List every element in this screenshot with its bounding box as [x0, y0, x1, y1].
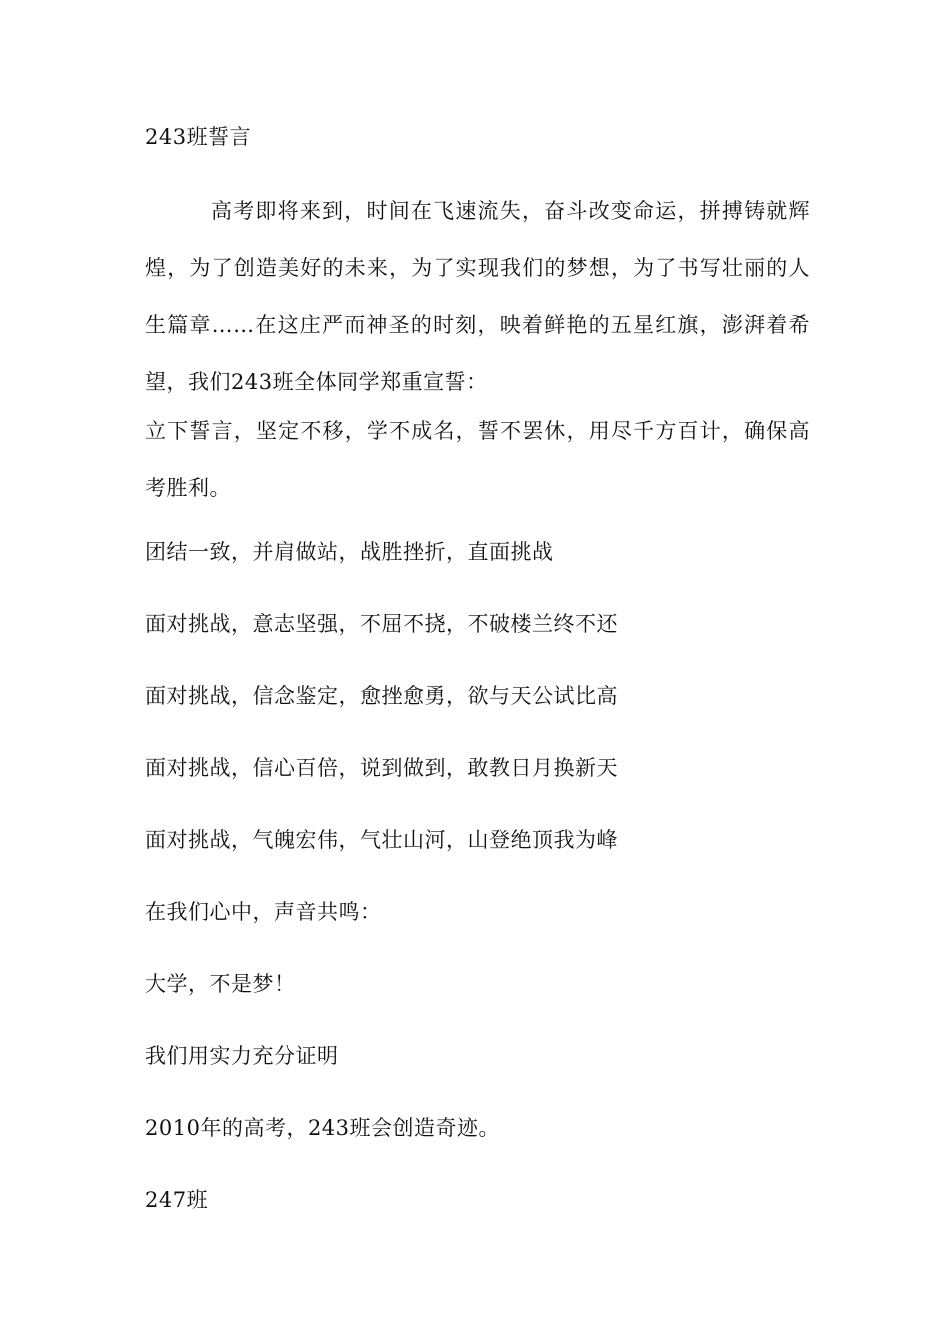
class-signature: 247班 — [145, 1188, 209, 1212]
oath-line: 面对挑战，信心百倍，说到做到，敢教日月换新天 — [145, 756, 618, 780]
oath-line: 我们用实力充分证明 — [145, 1044, 339, 1068]
oath-line: 面对挑战，气魄宏伟，气壮山河，山登绝顶我为峰 — [145, 828, 618, 852]
pledge-paragraph: 立下誓言，坚定不移，学不成名，誓不罢休，用尽千方百计，确保高考胜利。 — [145, 419, 810, 500]
oath-line: 面对挑战，意志坚强，不屈不挠，不破楼兰终不还 — [145, 612, 618, 636]
oath-line: 团结一致，并肩做站，战胜挫折，直面挑战 — [145, 540, 554, 564]
oath-line: 在我们心中，声音共鸣： — [145, 900, 382, 924]
oath-line: 面对挑战，信念鉴定，愈挫愈勇，欲与天公试比高 — [145, 684, 618, 708]
oath-line: 2010年的高考，243班会创造奇迹。 — [145, 1116, 501, 1140]
oath-line: 大学，不是梦！ — [145, 972, 296, 996]
intro-paragraph: 高考即将来到，时间在飞速流失，奋斗改变命运，拼搏铸就辉煌，为了创造美好的未来，为了实现我们的梦想，为了书写壮丽的人生篇章……在这庄严而神圣的时刻，映着鲜艳的五星红旗，澎湃着希望，我们243班全体同学郑重宣誓： — [145, 199, 810, 394]
document-title: 243班誓言 — [145, 125, 252, 149]
